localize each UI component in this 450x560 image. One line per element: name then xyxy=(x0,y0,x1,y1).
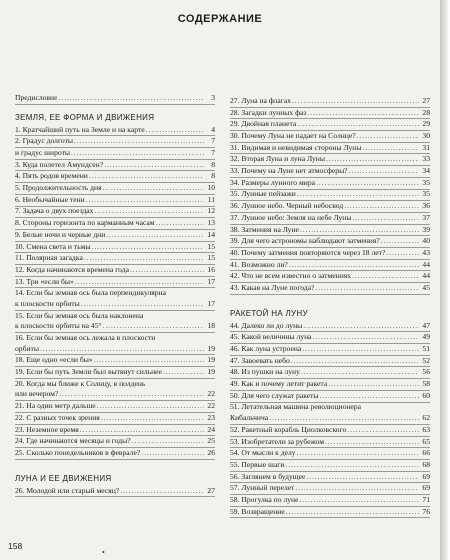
toc-entry xyxy=(15,148,215,160)
leader-dots xyxy=(269,413,419,424)
leader-dots xyxy=(146,125,204,136)
page-number: 158 xyxy=(8,541,23,551)
toc-entry-title: 24. Где начинаются месяцы и годы? xyxy=(15,436,131,446)
toc-entry-title-cont: к плоскости орбиты xyxy=(15,298,80,308)
toc-entry xyxy=(230,154,430,166)
toc-entry-page: 19 xyxy=(207,367,215,377)
toc-entry-page: 29 xyxy=(422,119,430,129)
toc-entry-title: 11. Полярная загадка xyxy=(15,253,83,263)
toc-entry-title: 15. Если бы земная ось была наклонена xyxy=(15,310,144,320)
toc-entry xyxy=(230,201,430,213)
leader-dots xyxy=(103,321,204,332)
leader-dots xyxy=(347,425,419,436)
toc-entry xyxy=(230,379,430,391)
leader-dots xyxy=(74,136,204,147)
toc-entry-title: 34. Размеры лунного мира xyxy=(230,177,316,187)
leader-dots xyxy=(58,93,204,104)
toc-entry xyxy=(230,437,430,449)
toc-entry-title: 32. Вторая Луна и луна Луны xyxy=(230,154,325,164)
toc-column-right xyxy=(230,96,430,518)
toc-entry-title: 1. Кратчайший путь на Земле и на карте xyxy=(15,124,145,134)
toc-entry-page: 16 xyxy=(207,264,215,274)
leader-dots xyxy=(291,356,419,367)
toc-entry-title: 42. Что не всем известно о затмениях xyxy=(230,271,352,281)
leader-dots xyxy=(103,183,204,194)
toc-entry xyxy=(230,143,430,155)
leader-dots xyxy=(306,472,419,483)
toc-entry-page: 28 xyxy=(422,107,430,117)
toc-entry xyxy=(15,230,215,242)
toc-entry-title: 57. Лунный перелет xyxy=(230,483,295,493)
section-heading-moon: ЛУНА И ЕЕ ДВИЖЕНИЯ xyxy=(15,473,112,483)
toc-entry xyxy=(230,131,430,143)
toc-entry-title: 8. Стороны горизонта по карманным часам xyxy=(15,218,155,228)
toc-entry xyxy=(15,401,215,413)
leader-dots xyxy=(357,131,419,142)
toc-entry-page: 27 xyxy=(207,485,215,495)
leader-dots xyxy=(40,344,204,355)
toc-entry-title: 25. Сколько понедельников в феврале? xyxy=(15,447,141,457)
toc-entry xyxy=(230,248,430,260)
toc-entry-page: 51 xyxy=(422,344,430,354)
leader-dots xyxy=(300,225,419,236)
toc-entry-page: 39 xyxy=(422,224,430,234)
toc-entry xyxy=(15,277,215,289)
toc-entry xyxy=(15,265,215,277)
toc-entry-page: 27 xyxy=(422,95,430,105)
leader-dots xyxy=(101,413,204,424)
leader-dots xyxy=(307,108,419,119)
leader-dots xyxy=(120,486,204,497)
section-heading-earth: ЗЕМЛЯ, ЕЕ ФОРМА И ДВИЖЕНИЯ xyxy=(15,112,155,122)
toc-entry xyxy=(230,213,430,225)
toc-entry xyxy=(230,108,430,120)
toc-entry-title-cont: или вечером? xyxy=(15,389,59,399)
toc-entry-title: 4. Пять родов времени xyxy=(15,171,88,181)
toc-entry-title: 9. Белые ночи и черные дни xyxy=(15,229,106,239)
toc-entry xyxy=(15,355,215,367)
toc-entry-title: 47. Завоевать небо xyxy=(230,355,290,365)
toc-entry-title: 14. Если бы земная ось была перпендикулярна xyxy=(15,288,166,298)
toc-entry-title: 36. Лунное небо. Черный небосвод xyxy=(230,201,344,211)
leader-dots xyxy=(313,332,419,343)
toc-entry-preface xyxy=(15,93,215,105)
leader-dots xyxy=(301,367,419,378)
toc-entry-title: 7. Задача о двух поездах xyxy=(15,206,94,216)
toc-entry-page: 62 xyxy=(422,413,430,423)
toc-entry-page: 66 xyxy=(422,448,430,458)
toc-entry-page: 56 xyxy=(422,367,430,377)
toc-entry-page: 37 xyxy=(422,212,430,222)
leader-dots xyxy=(299,495,419,506)
toc-entry-page: 69 xyxy=(422,483,430,493)
leader-dots xyxy=(292,96,419,107)
toc-entry-title: Предисловие xyxy=(15,92,58,102)
toc-entry-page: 44 xyxy=(422,259,430,269)
toc-entry xyxy=(15,413,215,425)
toc-entry-page: 44 xyxy=(422,271,430,281)
toc-entry-page: 43 xyxy=(422,247,430,257)
toc-entry-title: 49. Как и почему летит ракета xyxy=(230,379,328,389)
leader-dots xyxy=(97,401,204,412)
leader-dots xyxy=(386,248,419,259)
toc-entry xyxy=(230,236,430,248)
toc-entry-page: 45 xyxy=(422,282,430,292)
toc-entry-title: 20. Когда мы ближе к Солнцу, в полдень xyxy=(15,378,146,388)
toc-entry-page: 7 xyxy=(211,148,215,158)
toc-entry-page: 23 xyxy=(207,412,215,422)
toc-entry-title-cont: Кибальчича xyxy=(230,413,269,423)
toc-entry-title: 27. Луна на флагах xyxy=(230,95,291,105)
leader-dots xyxy=(94,206,204,217)
toc-entry xyxy=(230,483,430,495)
toc-entry xyxy=(230,283,430,295)
toc-entry-page: 8 xyxy=(211,159,215,169)
toc-entry xyxy=(230,425,430,437)
toc-column-left xyxy=(15,93,215,497)
toc-entry-title: 52. Ракетный корабль Циолковского xyxy=(230,424,347,434)
toc-entry-page: 17 xyxy=(207,276,215,286)
leader-dots xyxy=(81,299,204,310)
leader-dots xyxy=(328,379,419,390)
toc-entry-title: 50. Для чего служат ракеты xyxy=(230,390,319,400)
toc-entry-page: 52 xyxy=(422,355,430,365)
toc-entry xyxy=(230,332,430,344)
toc-entry xyxy=(230,460,430,472)
toc-entry-page: 24 xyxy=(207,424,215,434)
toc-entry xyxy=(15,486,215,498)
leader-dots xyxy=(344,201,419,212)
toc-entry-title-cont: к плоскости орбиты на 45° xyxy=(15,321,102,331)
toc-entry-title: 48. Из пушки на луну xyxy=(230,367,300,377)
toc-entry-title: 28. Загадки лунных фаз xyxy=(230,107,307,117)
toc-entry xyxy=(15,195,215,207)
leader-dots xyxy=(80,425,204,436)
toc-entry-title: 2. Градус долготы xyxy=(15,136,73,146)
toc-entry-page: 7 xyxy=(211,136,215,146)
toc-entry-title: 37. Лунное небо: Земля на небе Луны xyxy=(230,212,352,222)
toc-entry xyxy=(15,367,215,379)
toc-entry-title: 46. Как луна устроена xyxy=(230,344,302,354)
toc-entry xyxy=(230,225,430,237)
toc-entry-title: 19. Если бы путь Земли был вытянут сильнее xyxy=(15,367,162,377)
toc-entry-title: 56. Заглянем в будущее xyxy=(230,471,306,481)
toc-entry-title: 41. Возможно ли? xyxy=(230,259,288,269)
leader-dots xyxy=(141,448,204,459)
toc-entry-page: 15 xyxy=(207,253,215,263)
toc-entry-title: 12. Когда начинаются времена года xyxy=(15,264,129,274)
toc-entry-page: 40 xyxy=(422,236,430,246)
toc-entry-page: 33 xyxy=(422,154,430,164)
toc-entry xyxy=(15,183,215,195)
section-heading-rocket: РАКЕТОЙ НА ЛУНУ xyxy=(230,308,308,318)
toc-entry xyxy=(15,253,215,265)
toc-group xyxy=(15,401,215,459)
toc-entry-page: 71 xyxy=(422,494,430,504)
leader-dots xyxy=(89,171,204,182)
toc-entry-title: и градус широты xyxy=(15,148,70,158)
toc-entry-page: 12 xyxy=(207,206,215,216)
toc-entry-title: 53. Изобретатели за рубежом xyxy=(230,436,324,446)
leader-dots xyxy=(104,160,204,171)
toc-entry-14 xyxy=(15,288,215,310)
toc-entry-title: 45. Какой величины луна xyxy=(230,332,312,342)
leader-dots xyxy=(86,195,204,206)
toc-group xyxy=(15,355,215,378)
toc-entry-15 xyxy=(15,311,215,333)
leader-dots xyxy=(297,189,419,200)
toc-entry-title: 55. Первые шаги xyxy=(230,459,285,469)
toc-entry-page: 17 xyxy=(207,298,215,308)
toc-entry-page: 35 xyxy=(422,177,430,187)
leader-dots xyxy=(326,154,419,165)
toc-entry-title: 23. Неземное время xyxy=(15,424,79,434)
toc-entry-page: 63 xyxy=(422,424,430,434)
toc-entry-title: 40. Почему затмения повторяются через 18 лет? xyxy=(230,247,386,257)
toc-entry-20 xyxy=(15,379,215,401)
leader-dots xyxy=(349,166,419,177)
leader-dots xyxy=(84,253,204,264)
toc-entry xyxy=(230,166,430,178)
toc-entry xyxy=(15,448,215,460)
leader-dots xyxy=(381,236,419,247)
toc-entry xyxy=(230,190,430,202)
toc-entry-title: 5. Продолжительность дня xyxy=(15,183,102,193)
toc-entry xyxy=(230,271,430,283)
toc-entry xyxy=(15,160,215,172)
toc-entry xyxy=(230,507,430,519)
toc-entry-page: 26 xyxy=(207,447,215,457)
toc-entry-title: 31. Видимая и невидимая стороны Луны xyxy=(230,142,362,152)
toc-entry-page: 49 xyxy=(422,332,430,342)
toc-entry-page: 34 xyxy=(422,166,430,176)
toc-entry-page: 30 xyxy=(422,131,430,141)
toc-entry-title: 58. Прогулка по луне xyxy=(230,494,299,504)
toc-entry-page: 22 xyxy=(207,389,215,399)
toc-entry-page: 15 xyxy=(207,241,215,251)
toc-entry xyxy=(15,125,215,137)
toc-entry xyxy=(15,436,215,448)
leader-dots xyxy=(75,277,204,288)
toc-entry-16 xyxy=(15,333,215,355)
toc-entry xyxy=(230,391,430,403)
toc-group xyxy=(230,321,430,403)
toc-entry xyxy=(230,448,430,460)
leader-dots xyxy=(352,213,419,224)
leader-dots xyxy=(106,230,204,241)
toc-entry xyxy=(230,178,430,190)
toc-entry-page: 36 xyxy=(422,201,430,211)
toc-entry-page: 69 xyxy=(422,471,430,481)
toc-entry xyxy=(15,218,215,230)
leader-dots xyxy=(315,283,419,294)
toc-entry-page: 22 xyxy=(207,401,215,411)
toc-entry-title: 38. Затмения на Луне xyxy=(230,224,299,234)
toc-entry-title: 21. На один метр дальше xyxy=(15,401,96,411)
leader-dots xyxy=(295,483,419,494)
toc-group xyxy=(15,125,215,289)
toc-entry xyxy=(230,356,430,368)
toc-entry-title: 10. Смена света и тьмы xyxy=(15,241,91,251)
toc-entry-page: 4 xyxy=(211,124,215,134)
toc-entry-page: 47 xyxy=(422,320,430,330)
leader-dots xyxy=(130,265,204,276)
toc-entry-page: 68 xyxy=(422,459,430,469)
toc-entry-title: 22. С разных точек зрения xyxy=(15,412,100,422)
leader-dots xyxy=(320,391,419,402)
toc-entry-page: 76 xyxy=(422,506,430,516)
toc-entry-page: 60 xyxy=(422,390,430,400)
toc-entry-page: 35 xyxy=(422,189,430,199)
toc-entry-page: 65 xyxy=(422,436,430,446)
toc-entry-title: 30. Почему Луна не падает на Солнце? xyxy=(230,131,356,141)
toc-entry xyxy=(230,472,430,484)
toc-entry-page: 25 xyxy=(207,436,215,446)
toc-entry xyxy=(230,321,430,333)
leader-dots xyxy=(94,355,204,366)
toc-group xyxy=(15,486,215,498)
leader-dots xyxy=(156,218,204,229)
toc-entry-page: 3 xyxy=(211,92,215,102)
toc-entry-page: 14 xyxy=(207,229,215,239)
toc-entry-page: 19 xyxy=(207,343,215,353)
toc-entry xyxy=(15,136,215,148)
leader-dots xyxy=(362,143,419,154)
toc-entry xyxy=(15,171,215,183)
leader-dots xyxy=(297,119,419,130)
toc-entry xyxy=(230,119,430,131)
toc-entry-title: 35. Лунные пейзажи xyxy=(230,189,296,199)
leader-dots xyxy=(303,321,419,332)
toc-entry-title: 3. Куда полетел Амундсен? xyxy=(15,159,104,169)
toc-entry-title: 54. От мысли к делу xyxy=(230,448,296,458)
leader-dots xyxy=(286,507,419,518)
leader-dots xyxy=(132,436,204,447)
leader-dots xyxy=(352,271,419,282)
toc-entry xyxy=(15,242,215,254)
toc-entry-title: 6. Необычайные тени xyxy=(15,194,85,204)
leader-dots xyxy=(285,460,419,471)
toc-group xyxy=(230,96,430,295)
leader-dots xyxy=(302,344,419,355)
toc-entry-title: 44. Далеко ли до луны xyxy=(230,320,303,330)
toc-entry-page: 13 xyxy=(207,218,215,228)
toc-entry xyxy=(15,425,215,437)
page-title: СОДЕРЖАНИЕ xyxy=(177,13,263,25)
toc-entry-title: 59. Возвращение xyxy=(230,506,285,516)
toc-entry xyxy=(230,367,430,379)
toc-entry-page: 11 xyxy=(207,194,215,204)
leader-dots xyxy=(71,148,204,159)
toc-entry-page: 31 xyxy=(422,142,430,152)
toc-group xyxy=(230,425,430,519)
toc-entry-title: 39. Для чего астрономы наблюдают затмения? xyxy=(230,236,380,246)
footer-mark: • xyxy=(102,548,105,557)
leader-dots xyxy=(92,242,204,253)
leader-dots xyxy=(163,367,204,378)
leader-dots xyxy=(325,437,419,448)
toc-entry-title: 29. Двойная планета xyxy=(230,119,297,129)
toc-entry-page: 58 xyxy=(422,379,430,389)
toc-entry xyxy=(230,344,430,356)
toc-entry xyxy=(15,207,215,219)
toc-entry-page: 10 xyxy=(207,183,215,193)
toc-entry-page: 8 xyxy=(211,171,215,181)
toc-entry xyxy=(230,96,430,108)
toc-entry-title: 13. Три «если бы» xyxy=(15,276,74,286)
toc-entry-page: 18 xyxy=(207,321,215,331)
toc-entry-title: 33. Почему на Луне нет атмосферы? xyxy=(230,166,348,176)
toc-entry-title: 18. Еще одно «если бы» xyxy=(15,355,93,365)
toc-entry-title: 16. Если бы земная ось лежала в плоскости xyxy=(15,333,156,343)
toc-entry xyxy=(230,260,430,272)
toc-entry-title: 26. Молодой или старый месяц? xyxy=(15,485,120,495)
leader-dots xyxy=(289,260,419,271)
toc-entry-page: 19 xyxy=(207,355,215,365)
toc-entry-title: 43. Какая на Луне погода? xyxy=(230,282,315,292)
leader-dots xyxy=(316,178,419,189)
toc-entry-51 xyxy=(230,403,430,425)
page-edge-shadow xyxy=(440,0,450,560)
toc-entry xyxy=(230,495,430,507)
toc-entry-title-cont: орбиты xyxy=(15,343,39,353)
leader-dots xyxy=(59,389,204,400)
leader-dots xyxy=(297,448,419,459)
toc-entry-title: 51. Летательная машина революционера xyxy=(230,402,361,412)
